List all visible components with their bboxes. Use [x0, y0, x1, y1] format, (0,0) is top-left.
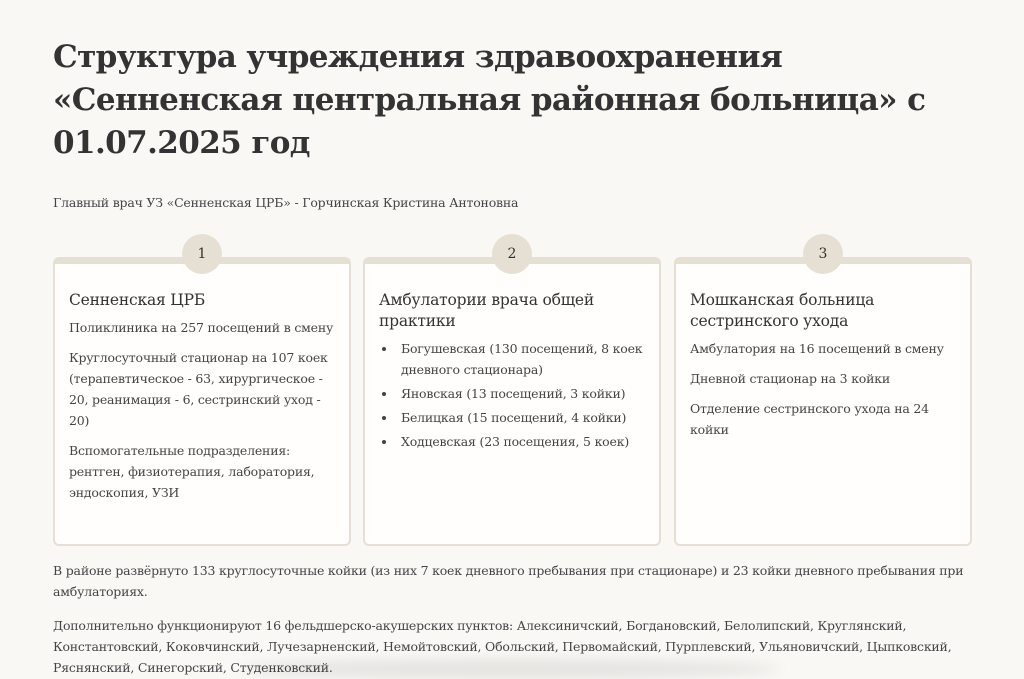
card-senno-crb: [53, 246, 351, 546]
card-paragraph: Поликлиника на 257 посещений в смену: [69, 320, 334, 335]
list-item: • Ходцевская (23 посещения, 5 коек): [397, 431, 645, 452]
list-item: • Богушевская (130 посещений, 8 коек дневного стационара): [397, 338, 645, 380]
card-paragraph: Дневной стационар на 3 койки: [690, 371, 891, 386]
card-ambulatories: [363, 246, 661, 546]
card-title: Мошканская больница сестринского ухода: [690, 291, 875, 330]
bottom-shadow: [240, 659, 780, 679]
ambulatory-list: [379, 338, 645, 452]
card-paragraph: Амбулатория на 16 посещений в смену: [690, 341, 944, 356]
fap-list-text: Дополнительно функционируют 16 фельдшерско-акушерских пунктов: Алексиничский, Богдановский, Белолипский, Круглянский, Константовский, Коковчинский, Лучезарненский, Немойтовский, Обольский, Первомайский, Пурплевский, Ульяновичский, Цыпковский, Ряснянский, Синегорский, Студенковский.: [53, 618, 952, 675]
card-number-badge: 3: [803, 234, 843, 274]
card-paragraph: Круглосуточный стационар на 107 коек (терапевтическое - 63, хирургическое - 20, реанимация - 6, сестринский уход - 20): [69, 350, 328, 428]
list-item: • Яновская (13 посещений, 3 койки): [397, 383, 645, 404]
chief-doctor-line: Главный врач УЗ «Сенненская ЦРБ» - Горчинская Кристина Антоновна: [53, 195, 519, 210]
cards-row: [53, 239, 971, 546]
card-title: Сенненская ЦРБ: [69, 291, 206, 309]
page-title: Структура учреждения здравоохранения «Сенненская центральная районная больница» с 01.07.2025 год: [53, 39, 926, 161]
beds-summary-text: В районе развёрнуто 133 круглосуточные койки (из них 7 коек дневного пребывания при стационаре) и 23 койки дневного пребывания при амбулаториях.: [53, 563, 964, 599]
card-paragraph: Отделение сестринского ухода на 24 койки: [690, 401, 929, 437]
card-number-badge: 2: [492, 234, 532, 274]
card-number-badge: 1: [182, 234, 222, 274]
card-moshkany-hospital: [674, 246, 972, 546]
list-item: • Белицкая (15 посещений, 4 койки): [397, 407, 645, 428]
card-paragraph: Вспомогательные подразделения: рентген, физиотерапия, лаборатория, эндоскопия, УЗИ: [69, 443, 315, 500]
card-title: Амбулатории врача общей практики: [379, 291, 595, 330]
